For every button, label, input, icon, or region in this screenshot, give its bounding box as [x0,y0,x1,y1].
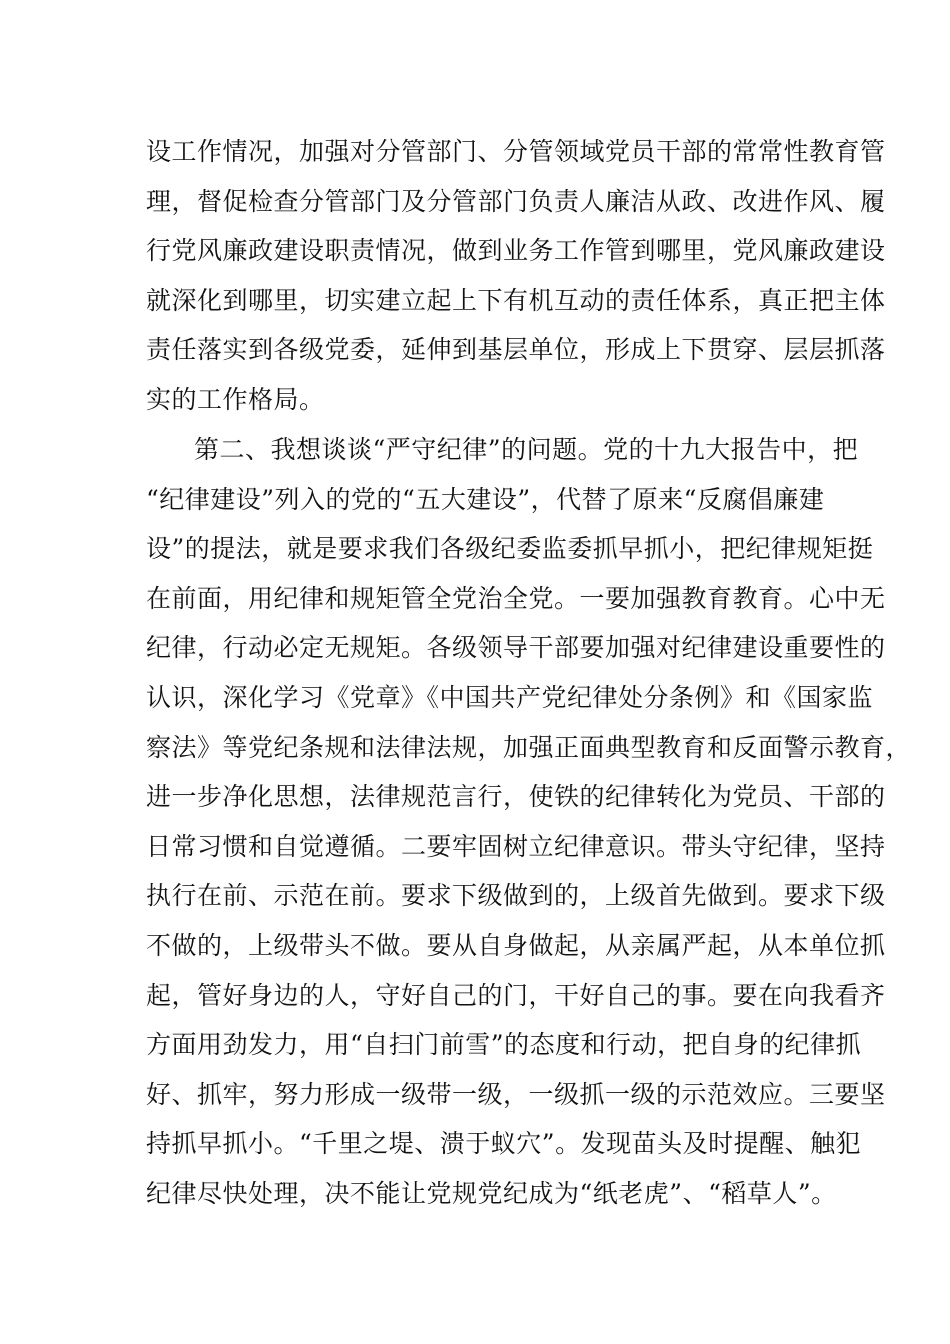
text-line: 察法》等党纪条规和法律法规，加强正面典型教育和反面警示教育， [146,732,912,762]
text-line: 责任落实到各级党委，延伸到基层单位，形成上下贯穿、层层抓落 [146,335,886,365]
text-line: 实的工作格局。 [146,384,325,414]
text-line: 设”的提法，就是要求我们各级纪委监委抓早抓小，把纪律规矩挺 [146,534,874,564]
text-line: 进一步净化思想，法律规范言行，使铁的纪律转化为党员、干部的 [146,782,886,812]
paragraph-1 [146,127,886,425]
text-line: 纪律尽快处理，决不能让党规党纪成为“纸老虎”、“稻草人”。 [146,1178,837,1208]
text-line: 日常习惯和自觉遵循。二要牢固树立纪律意识。带头守纪律，坚持 [146,831,886,861]
text-line: 理，督促检查分管部门及分管部门负责人廉洁从政、改进作风、履 [146,186,886,216]
text-line: 在前面，用纪律和规矩管全党治全党。一要加强教育教育。心中无 [146,583,886,613]
text-line: “纪律建设”列入的党的“五大建设”，代替了原来“反腐倡廉建 [146,484,825,514]
text-line-first: 第二、我想谈谈“严守纪律”的问题。党的十九大报告中，把 [194,435,859,464]
text-line: 好、抓牢，努力形成一级带一级，一级抓一级的示范效应。三要坚 [146,1079,886,1109]
text-line: 行党风廉政建设职责情况，做到业务工作管到哪里，党风廉政建设 [146,236,886,266]
text-line: 执行在前、示范在前。要求下级做到的，上级首先做到。要求下级 [146,881,886,911]
text-line: 起，管好身边的人，守好自己的门，干好自己的事。要在向我看齐 [146,980,886,1010]
text-line: 持抓早抓小。“千里之堤、溃于蚁穴”。发现苗头及时提醒、触犯 [146,1129,862,1159]
text-line: 不做的，上级带头不做。要从自身做起，从亲属严起，从本单位抓 [146,930,886,960]
text-line: 纪律，行动必定无规矩。各级领导干部要加强对纪律建设重要性的 [146,633,886,663]
text-line: 方面用劲发力，用“自扫门前雪”的态度和行动，把自身的纪律抓 [146,1030,862,1060]
text-line: 认识，深化学习《党章》《中国共产党纪律处分条例》和《国家监 [146,682,874,712]
text-line: 设工作情况，加强对分管部门、分管领域党员干部的常常性教育管 [146,137,886,166]
paragraph-2 [146,425,912,1219]
text-line: 就深化到哪里，切实建立起上下有机互动的责任体系，真正把主体 [146,285,886,315]
